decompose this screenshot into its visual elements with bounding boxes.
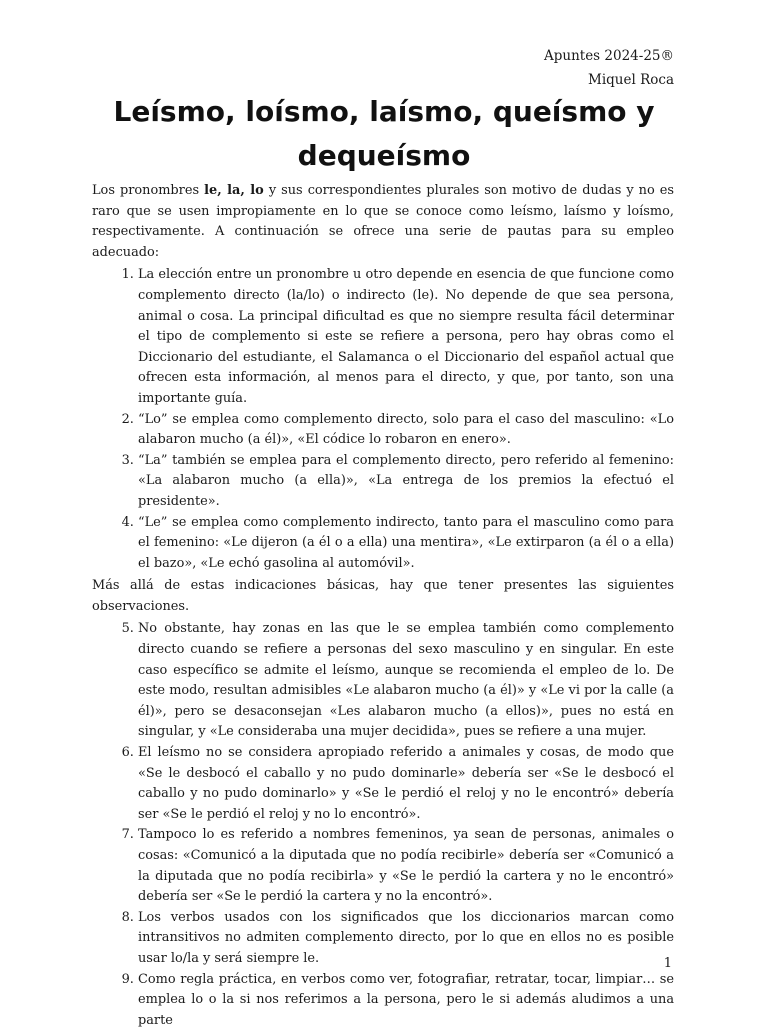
list-item: 9. Como regla práctica, en verbos como ver, fotografiar, retratar, tocar, limpiar… se emplea lo o la si nos referimos a la persona, pero le si además aludimos a una parte xyxy=(138,970,674,1032)
intro-text-after: y sus correspondientes plurales son motivo de dudas y no es raro que se usen impropiamente en lo que se conoce como leísmo, laísmo y loísmo, respectivamente. A continuación se ofrece una serie de pautas para su empleo adecuado: xyxy=(92,183,674,260)
list-item: 8. Los verbos usados con los significados que los diccionarios marcan como intransitivos no admiten complemento directo, por lo que en ellos no es posible usar lo/la y será siempre le. xyxy=(138,908,674,970)
intro-paragraph xyxy=(92,181,674,263)
intro-text-before: Los pronombres xyxy=(92,183,205,198)
document-body xyxy=(92,181,674,1033)
list-item: 4. “Le” se emplea como complemento indirecto, tanto para el masculino como para el femenino: «Le dijeron (a él o a ella) una mentira», «Le extirparon (a él o a ella) el bazo», «Le echó gasolina al automóvil». xyxy=(138,513,674,575)
list-item: 3. “La” también se emplea para el complemento directo, pero referido al femenino: «La alabaron mucho (a ella)», «La entrega de los premios la efectuó el presidente». xyxy=(138,451,674,513)
header-course: Apuntes 2024-25® xyxy=(543,48,674,64)
header-author: Miquel Roca xyxy=(588,72,674,88)
middle-paragraph: Más allá de estas indicaciones básicas, hay que tener presentes las siguientes observaciones. xyxy=(92,578,674,614)
list-item: 5. No obstante, hay zonas en las que le se emplea también como complemento directo cuando se refiere a personas del sexo masculino y en singular. En este caso específico se admite el leísmo, aunque se recomienda el empleo de lo. De este modo, resultan admisibles «Le alabaron mucho (a él)» y «Le vi por la calle (a él)», pero se desaconsejan «Les alabaron mucho (a ellos)», pues no está en singular, y «Le consideraba una mujer decidida», pues se refiere a una mujer. xyxy=(138,619,674,743)
observations-list xyxy=(92,619,674,1031)
page-title: Leísmo, loísmo, laísmo, queísmo y dequeísmo xyxy=(113,95,655,172)
list-item: 6. El leísmo no se considera apropiado referido a animales y cosas, de modo que «Se le desbocó el caballo y no pudo dominarle» debería ser «Se le desbocó el caballo y no pudo dominarlo» y «Se le perdió el reloj y no le encontró» debería ser «Se le perdió el reloj y no lo encontró». xyxy=(138,743,674,825)
page-number: 1 xyxy=(663,956,672,971)
rules-list xyxy=(92,265,674,574)
list-item: 2. “Lo” se emplea como complemento directo, solo para el caso del masculino: «Lo alabaron mucho (a él)», «El códice lo robaron en enero». xyxy=(138,410,674,451)
list-item: 7. Tampoco lo es referido a nombres femeninos, ya sean de personas, animales o cosas: «Comunicó a la diputada que no podía recibirle» debería ser «Comunicó a la diputada que no podía recibirla» y «Se le perdió la cartera y no le encontró» debería ser «Se le perdió la cartera y no la encontró». xyxy=(138,825,674,907)
page-header xyxy=(544,44,674,92)
list-item: 1. La elección entre un pronombre u otro depende en esencia de que funcione como complemento directo (la/lo) o indirecto (le). No depende de que sea persona, animal o cosa. La principal dificultad es que no siempre resulta fácil determinar el tipo de complemento si este se refiere a persona, pero hay obras como el Diccionario del estudiante, el Salamanca o el Diccionario del español actual que ofrecen esta información, al menos para el directo, y que, por tanto, son una importante guía. xyxy=(138,265,674,409)
intro-bold-pronouns: le, la, lo xyxy=(204,183,264,198)
